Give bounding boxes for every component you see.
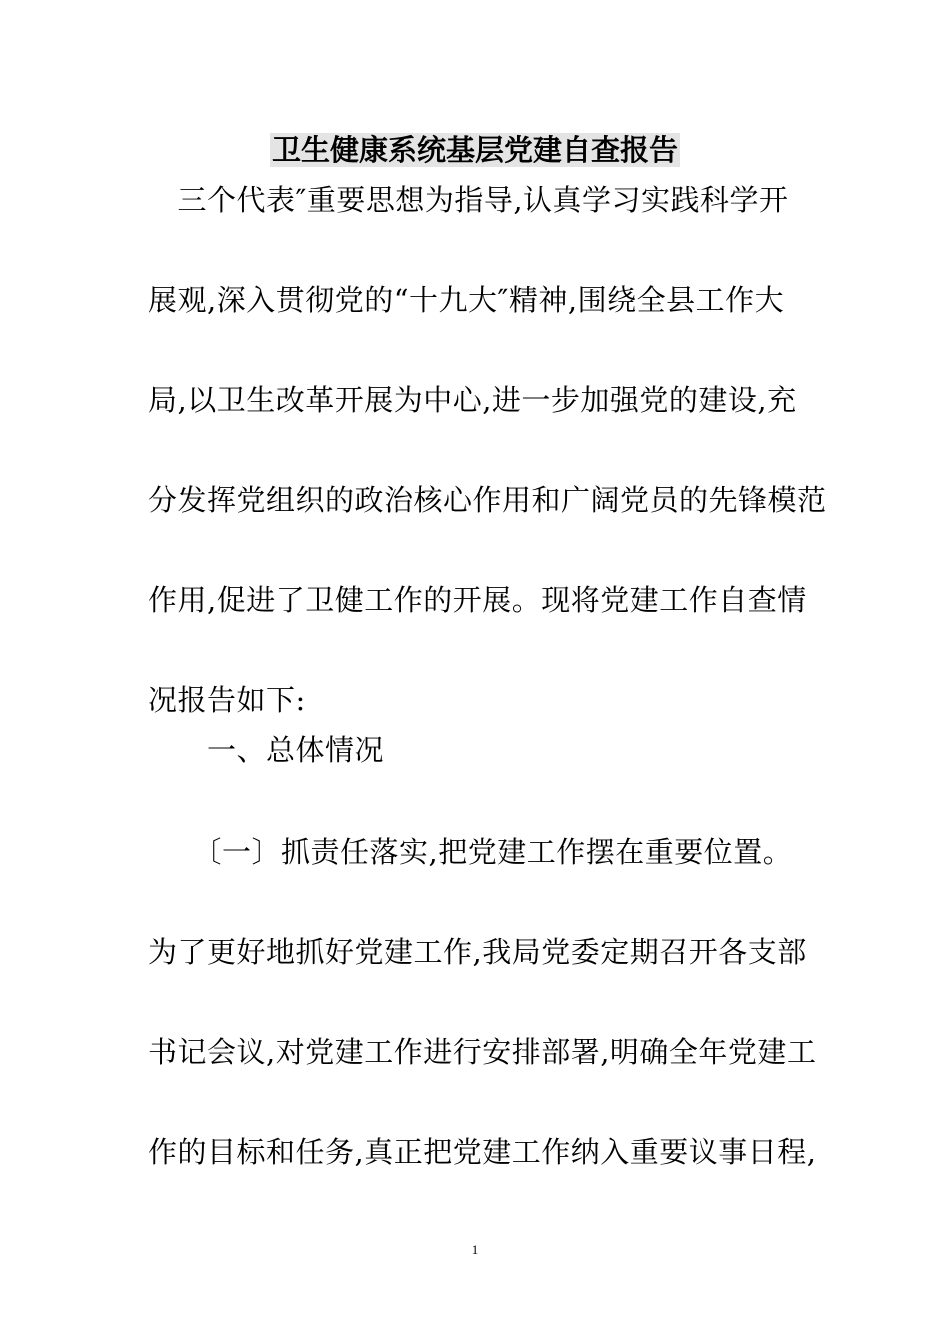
body-line-2: 展观,深入贯彻党的“十九大″精神,围绕全县工作大 (148, 283, 785, 317)
subsection-heading-1: 〔一〕抓责任落实,把党建工作摆在重要位置。 (148, 835, 793, 869)
body-line-11: 作的目标和任务,真正把党建工作纳入重要议事日程, (148, 1135, 817, 1169)
document-title (0, 128, 950, 172)
body-line-1: 三个代表″重要思想为指导,认真学习实践科学开 (148, 183, 789, 217)
body-line-10: 书记会议,对党建工作进行安排部署,明确全年党建工 (148, 1035, 817, 1069)
page-number: 1 (471, 1242, 479, 1257)
document-title-text: 卫生健康系统基层党建自查报告 (271, 133, 678, 167)
body-line-6: 况报告如下: (148, 683, 306, 717)
body-line-9: 为了更好地抓好党建工作,我局党委定期召开各支部 (148, 935, 807, 969)
body-line-5: 作用,促进了卫健工作的开展。现将党建工作自查情 (148, 583, 807, 617)
section-heading-overview: 一、总体情况 (148, 733, 385, 767)
body-line-3: 局,以卫生改革开展为中心,进一步加强党的建设,充 (148, 383, 797, 417)
body-line-4: 分发挥党组织的政治核心作用和广阔党员的先锋模范 (148, 483, 827, 517)
